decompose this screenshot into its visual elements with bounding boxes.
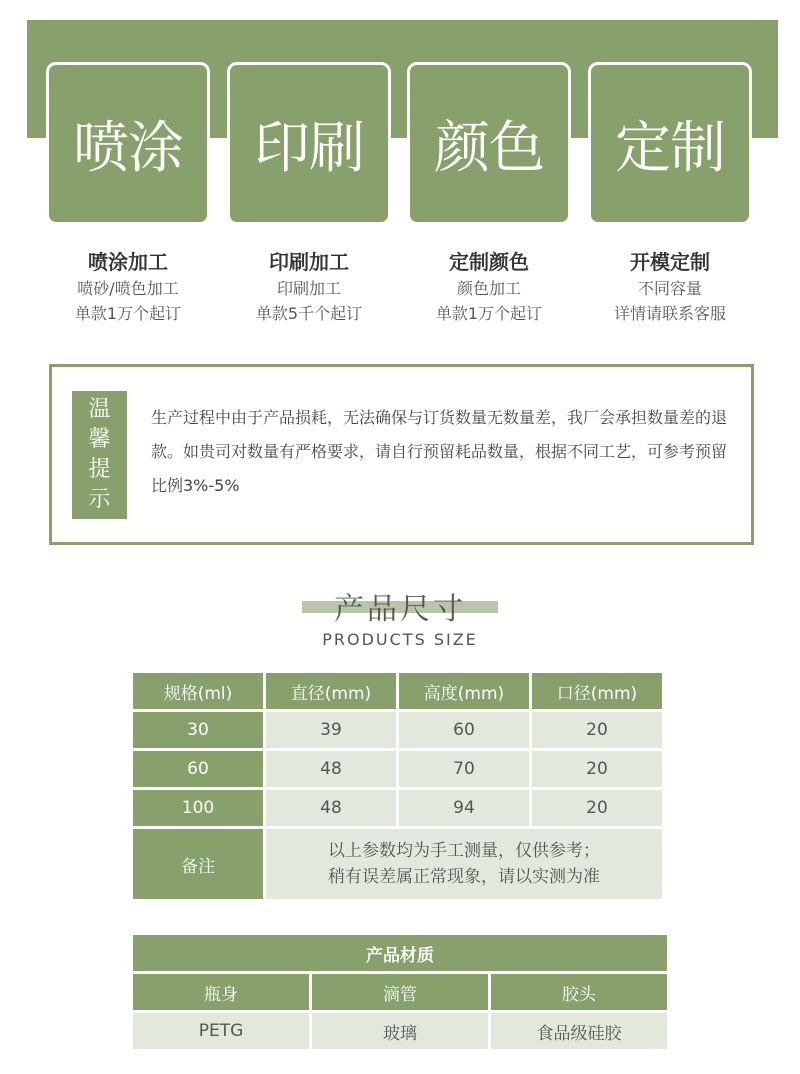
- caption-line: 不同容量: [637, 279, 702, 298]
- table-cell: 60: [399, 712, 529, 748]
- table-row: [133, 751, 662, 787]
- caption-title: 定制颜色: [449, 250, 529, 274]
- table-cell: 70: [399, 751, 529, 787]
- table-cell: PETG: [133, 1013, 309, 1049]
- note-line: 稍有误差属正常现象，请以实测为准: [328, 867, 600, 887]
- notice-box: [49, 364, 754, 545]
- note-line: 以上参数均为手工测量，仅供参考；: [328, 841, 600, 861]
- header-cell: 滴管: [312, 974, 488, 1010]
- card-color: [407, 62, 571, 225]
- caption-line: 颜色加工: [456, 279, 521, 298]
- section-title: 产品尺寸: [334, 592, 466, 627]
- notice-tag-char: 示: [88, 487, 111, 512]
- card-spray-label: 喷涂: [73, 115, 183, 181]
- card-spray: [46, 62, 210, 225]
- header-cell: 胶头: [491, 974, 667, 1010]
- header-cell: 瓶身: [133, 974, 309, 1010]
- table-header-row: [133, 673, 662, 709]
- table-cell: 20: [532, 712, 662, 748]
- size-table: [130, 670, 665, 902]
- notice-text: 生产过程中由于产品损耗，无法确保与订货数量无数量差，我厂会承担数量差的退款。如贵司对数量有严格要求，请自行预留耗品数量，根据不同工艺，可参考预留比例3%-5%: [151, 408, 728, 495]
- notice-tag-char: 馨: [88, 427, 111, 452]
- table-cell: 100: [133, 790, 263, 826]
- caption-color: [407, 248, 571, 326]
- notice-tag-char: 提: [88, 457, 111, 482]
- notice-tag-char: 温: [88, 397, 111, 422]
- table-row: [133, 712, 662, 748]
- caption-custom: [588, 248, 752, 326]
- table-cell: 20: [532, 751, 662, 787]
- caption-line: 喷砂/喷色加工: [77, 279, 179, 298]
- table-cell: 48: [266, 790, 396, 826]
- header-cell: 直径(mm): [266, 673, 396, 709]
- table-cell: 30: [133, 712, 263, 748]
- caption-line: 单款1万个起订: [435, 304, 543, 323]
- material-title-row: [133, 935, 667, 971]
- card-custom: [588, 62, 752, 225]
- caption-spray: [46, 248, 210, 326]
- material-table: [130, 932, 670, 1052]
- table-cell: 20: [532, 790, 662, 826]
- material-header-row: [133, 974, 667, 1010]
- table-cell: 39: [266, 712, 396, 748]
- caption-print: [227, 248, 391, 326]
- table-cell: 玻璃: [312, 1013, 488, 1049]
- caption-line: 单款1万个起订: [74, 304, 182, 323]
- caption-line: 单款5千个起订: [255, 304, 363, 323]
- caption-line: 印刷加工: [276, 279, 341, 298]
- notice-tag: [72, 391, 127, 519]
- table-row: [133, 1013, 667, 1049]
- header-cell: 高度(mm): [399, 673, 529, 709]
- material-title: 产品材质: [133, 935, 667, 971]
- table-cell: 48: [266, 751, 396, 787]
- caption-line: 详情请联系客服: [613, 304, 726, 323]
- note-cell: [266, 829, 662, 899]
- header-cell: 规格(ml): [133, 673, 263, 709]
- card-color-label: 颜色: [434, 115, 544, 181]
- card-print: [227, 62, 391, 225]
- section-subtitle: PRODUCTS SIZE: [322, 630, 478, 649]
- note-label: 备注: [133, 829, 263, 899]
- header-cell: 口径(mm): [532, 673, 662, 709]
- table-note-row: [133, 829, 662, 899]
- table-cell: 94: [399, 790, 529, 826]
- caption-title: 印刷加工: [269, 250, 349, 274]
- table-cell: 食品级硅胶: [491, 1013, 667, 1049]
- caption-title: 开模定制: [630, 250, 710, 274]
- caption-title: 喷涂加工: [88, 250, 168, 274]
- card-custom-label: 定制: [615, 115, 725, 181]
- table-row: [133, 790, 662, 826]
- card-print-label: 印刷: [254, 115, 364, 181]
- table-cell: 60: [133, 751, 263, 787]
